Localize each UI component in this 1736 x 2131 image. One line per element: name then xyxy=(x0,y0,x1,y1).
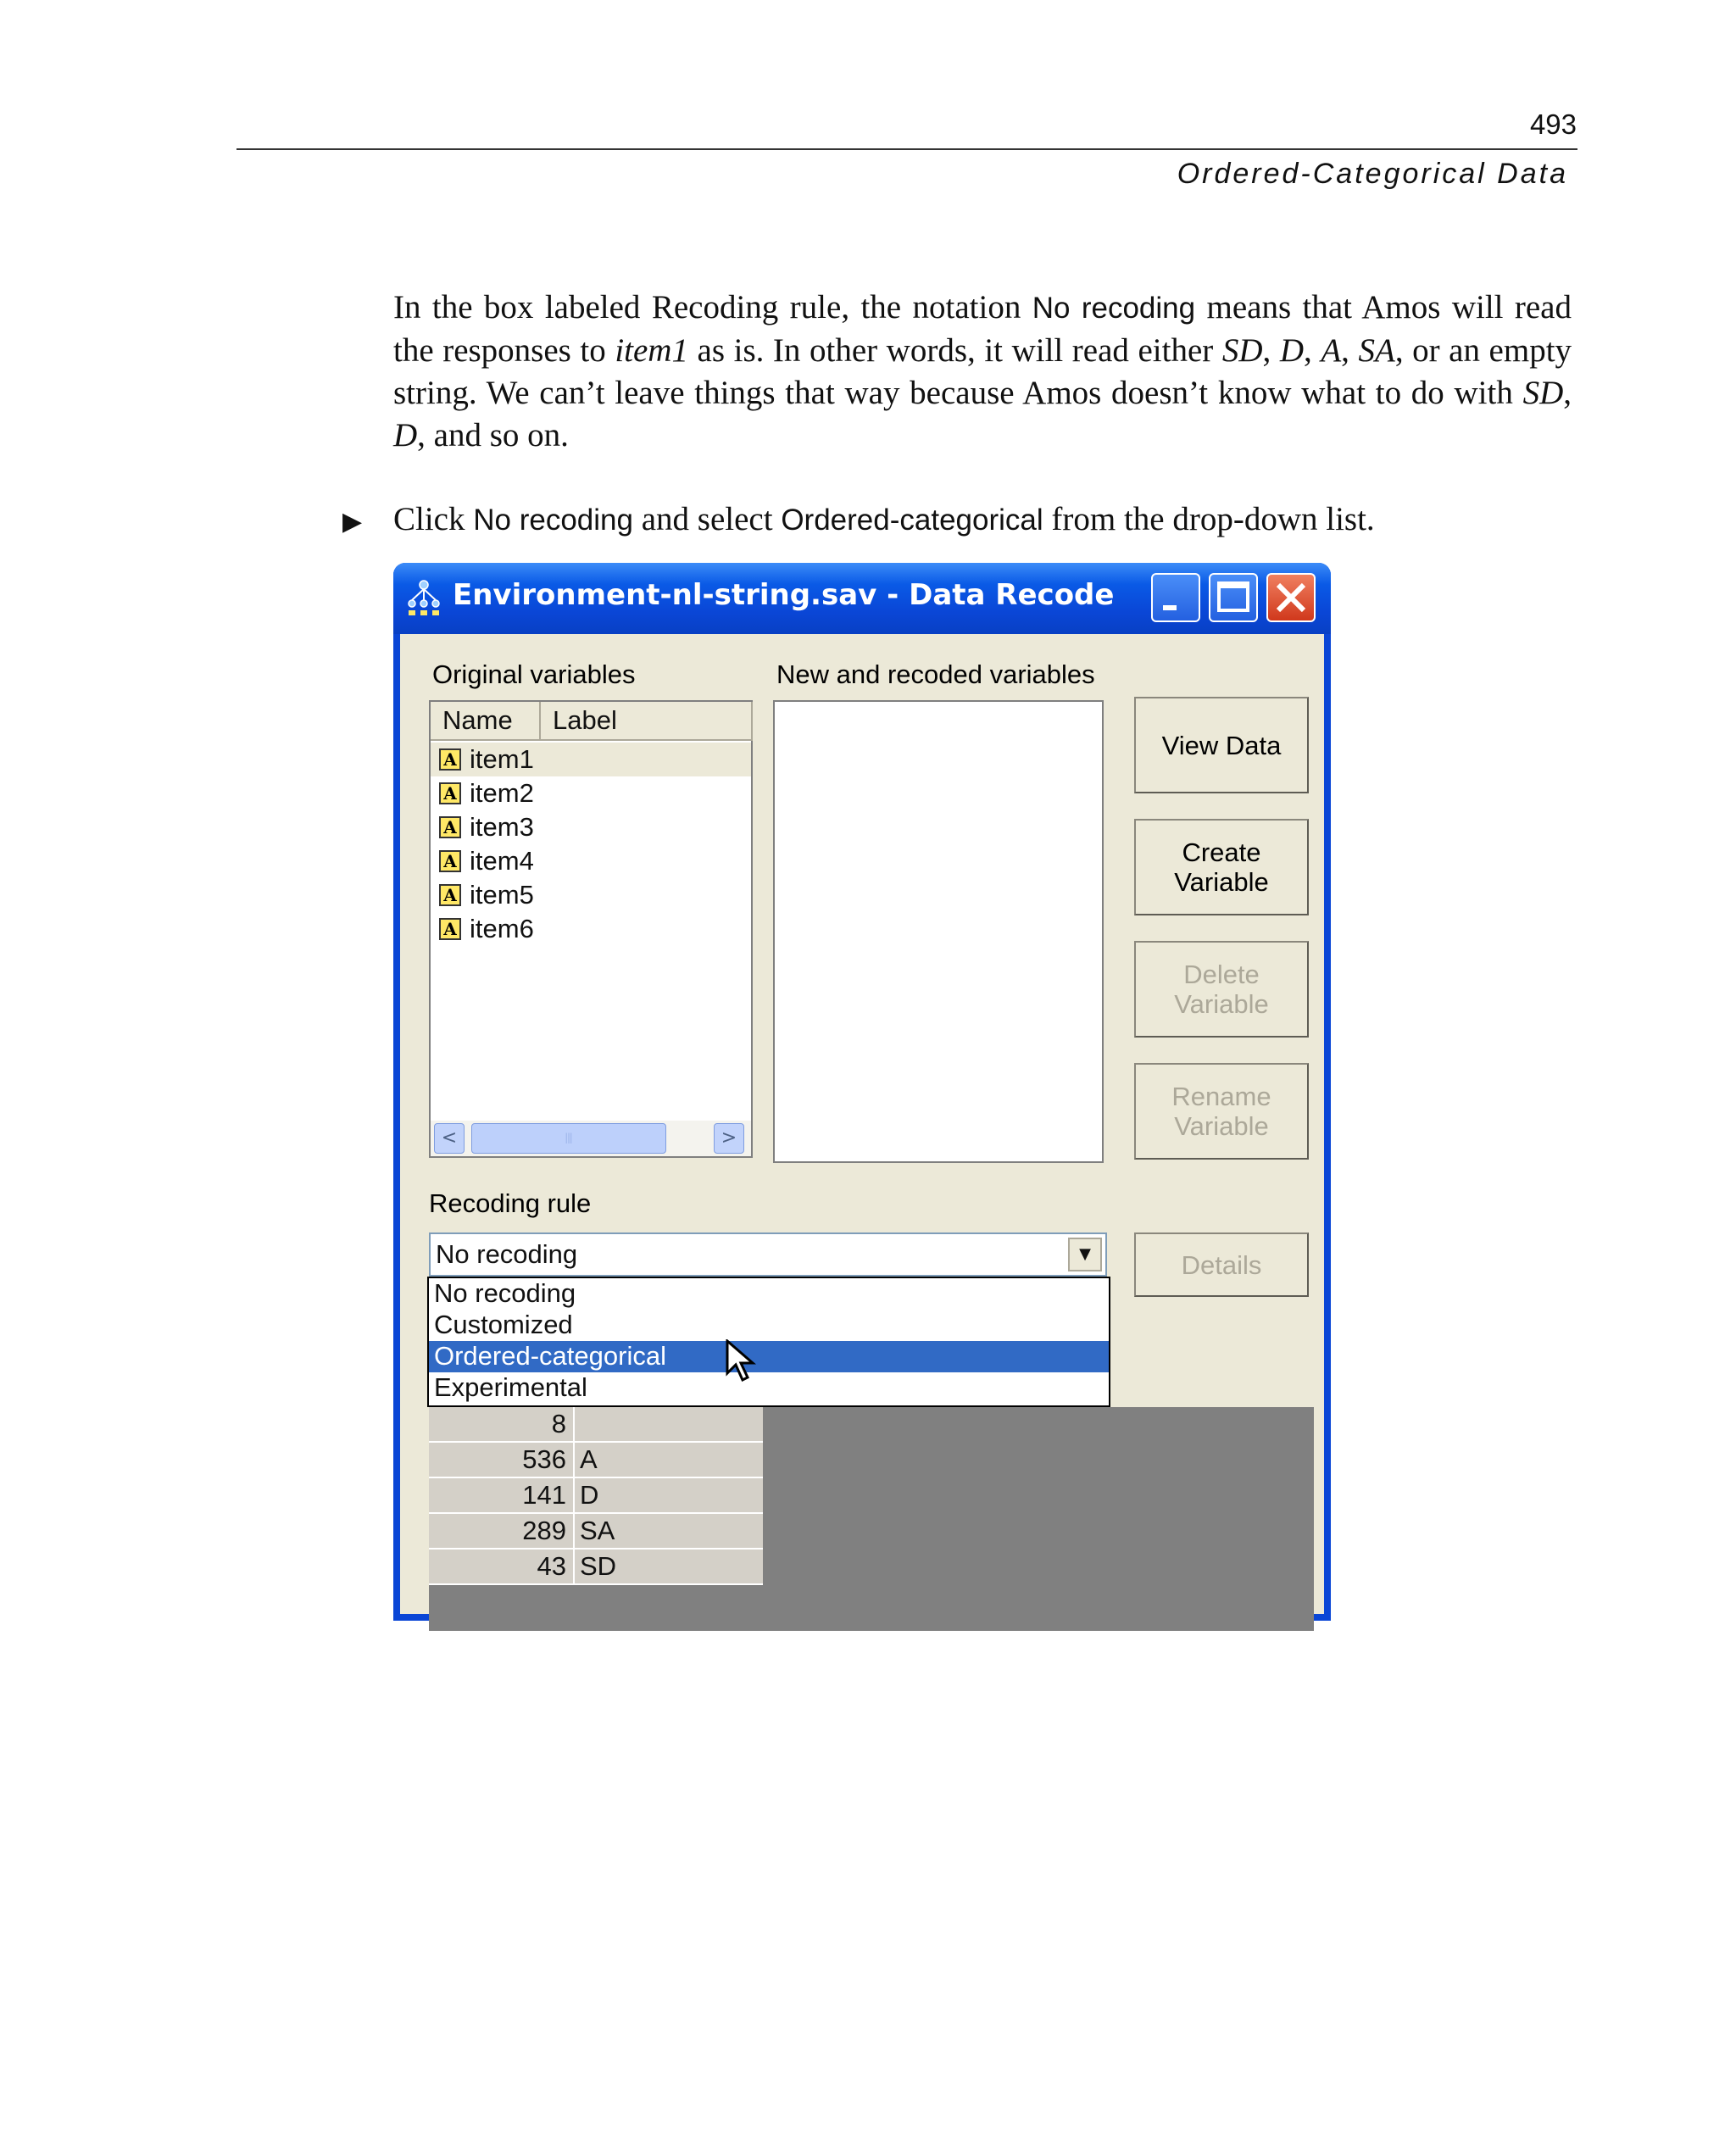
frequency-count: 536 xyxy=(429,1443,575,1478)
close-button[interactable] xyxy=(1266,573,1316,622)
string-variable-icon: A xyxy=(439,748,461,771)
string-variable-icon: A xyxy=(439,850,461,872)
horizontal-scrollbar[interactable] xyxy=(431,1121,751,1156)
frequency-count: 141 xyxy=(429,1478,575,1514)
frequency-response xyxy=(575,1407,763,1443)
variable-row-item5[interactable] xyxy=(431,878,751,912)
path-diagram-app-icon xyxy=(403,578,444,619)
minimize-button[interactable] xyxy=(1151,573,1200,622)
running-head: Ordered-Categorical Data xyxy=(1177,158,1568,190)
variable-row-item6[interactable] xyxy=(431,912,751,946)
scroll-left-icon[interactable]: < xyxy=(434,1123,465,1154)
option-no-recoding[interactable]: No recoding xyxy=(434,1278,576,1308)
recoding-rule-dropdown-list[interactable] xyxy=(427,1277,1110,1407)
option-experimental[interactable]: Experimental xyxy=(434,1372,587,1402)
option-customized[interactable]: Customized xyxy=(434,1310,573,1339)
frequency-count: 43 xyxy=(429,1550,575,1585)
scroll-thumb[interactable]: ||| xyxy=(471,1123,666,1154)
create-variable-button[interactable]: Create Variable xyxy=(1134,819,1309,915)
dialog-client-area xyxy=(400,634,1324,1614)
new-variables-label: New and recoded variables xyxy=(776,659,1095,689)
original-variables-list[interactable] xyxy=(429,700,753,1158)
data-recode-dialog xyxy=(393,563,1331,1621)
frequency-count: 8 xyxy=(429,1407,575,1443)
column-header-label[interactable]: Label xyxy=(541,702,753,741)
frequency-response: A xyxy=(575,1443,763,1478)
maximize-button[interactable] xyxy=(1209,573,1258,622)
bullet-arrow-icon: ▶ xyxy=(342,507,363,537)
scroll-right-icon[interactable]: > xyxy=(714,1123,744,1154)
variable-name: item6 xyxy=(470,914,534,943)
delete-variable-button[interactable]: Delete Variable xyxy=(1134,941,1309,1038)
variable-name: item2 xyxy=(470,778,534,808)
chevron-down-icon[interactable]: ▼ xyxy=(1068,1238,1102,1271)
view-data-button[interactable]: View Data xyxy=(1134,697,1309,793)
details-button[interactable]: Details xyxy=(1134,1232,1309,1297)
option-ordered-categorical[interactable]: Ordered-categorical xyxy=(429,1341,1109,1372)
variable-name: item4 xyxy=(470,846,534,876)
recoding-rule-value: No recoding xyxy=(436,1239,578,1269)
variable-name: item3 xyxy=(470,812,534,842)
variable-name: item1 xyxy=(470,744,534,774)
original-variables-label: Original variables xyxy=(432,659,636,689)
titlebar[interactable] xyxy=(393,563,1331,634)
frequency-response: D xyxy=(575,1478,763,1514)
variable-row-item3[interactable] xyxy=(431,810,751,844)
recoding-rule-select[interactable] xyxy=(429,1232,1107,1277)
body-paragraph: In the box labeled Recoding rule, the notation No recoding means that Amos will read the responses to item1 as is. In other words, it will read either SD, D, A, SA, or an empty string. We can’t leave things that way because Amos doesn’t know what to do with SD, D, and so on. xyxy=(393,289,1572,453)
new-variables-list[interactable] xyxy=(773,700,1104,1163)
string-variable-icon: A xyxy=(439,782,461,804)
string-variable-icon: A xyxy=(439,816,461,838)
close-icon xyxy=(1268,575,1314,620)
instruction-step: ▶ Click No recoding and select Ordered-categorical from the drop-down list. xyxy=(342,498,1614,543)
minimize-icon xyxy=(1153,575,1199,620)
recoding-rule-label: Recoding rule xyxy=(429,1188,592,1218)
variable-row-item4[interactable] xyxy=(431,844,751,878)
maximize-icon xyxy=(1210,575,1256,620)
mouse-cursor-icon xyxy=(726,1339,760,1383)
rename-variable-button[interactable]: Rename Variable xyxy=(1134,1063,1309,1160)
page-number: 493 xyxy=(1529,108,1577,140)
variable-name: item5 xyxy=(470,880,534,910)
frequency-response: SA xyxy=(575,1514,763,1550)
frequency-response: SD xyxy=(575,1550,763,1585)
variable-row-item1[interactable] xyxy=(431,743,751,776)
string-variable-icon: A xyxy=(439,884,461,906)
window-title: Environment-nl-string.sav - Data Recode xyxy=(453,578,1115,612)
column-header-name[interactable]: Name xyxy=(431,702,541,741)
variable-row-item2[interactable] xyxy=(431,776,751,810)
string-variable-icon: A xyxy=(439,918,461,940)
frequency-count: 289 xyxy=(429,1514,575,1550)
header-rule xyxy=(236,148,1577,150)
